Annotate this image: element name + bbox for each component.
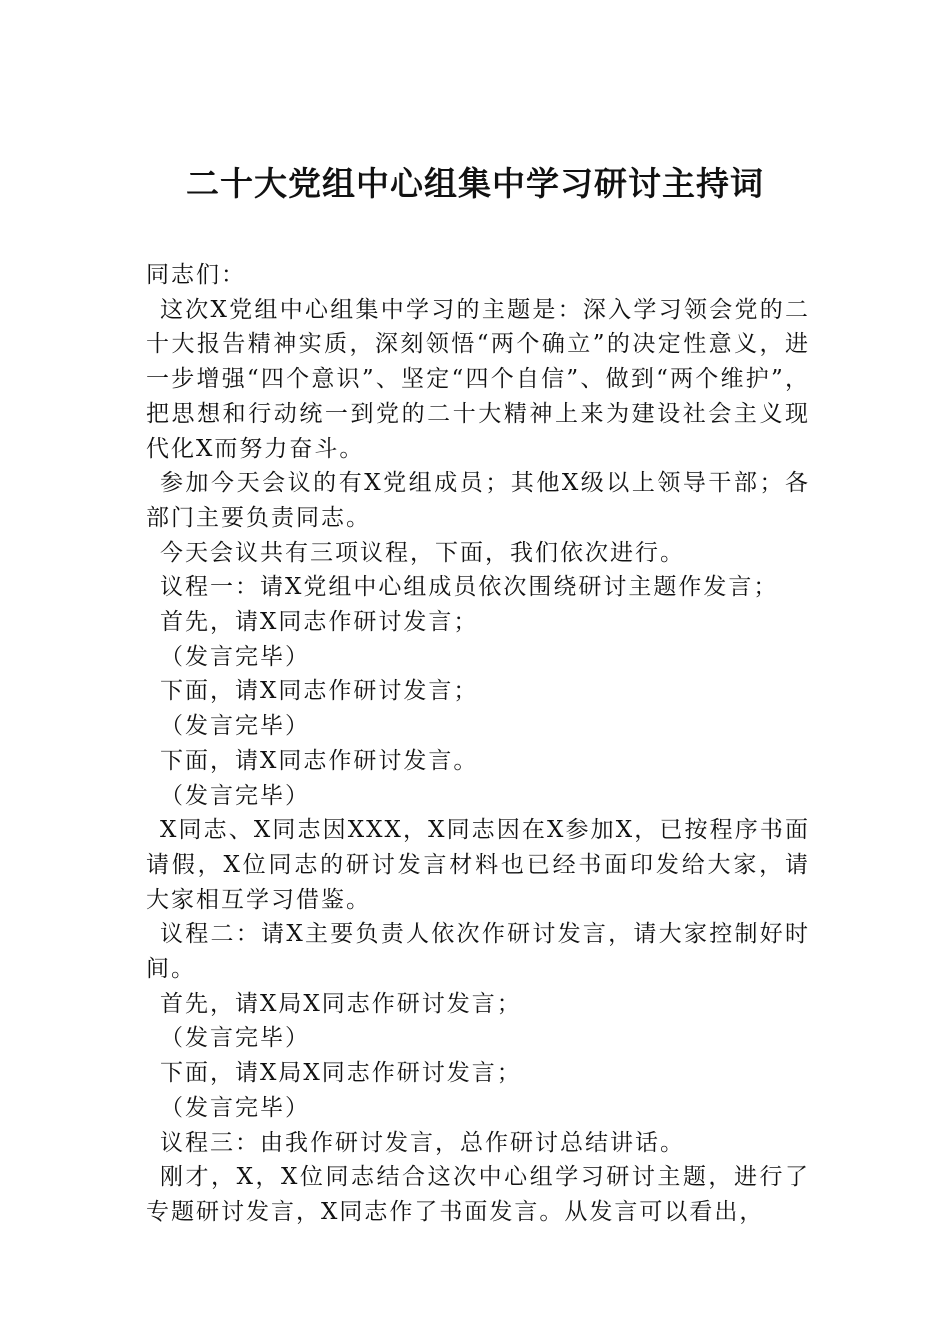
paragraph-speech-done: （发言完毕） bbox=[160, 643, 310, 670]
paragraph-first-speaker: 首先，请X同志作研讨发言； bbox=[160, 609, 479, 636]
paragraph-agenda-three: 议程三：由我作研讨发言，总作研讨总结讲话。 bbox=[160, 1129, 685, 1156]
paragraph-next-speaker: 下面，请X同志作研讨发言； bbox=[160, 678, 479, 705]
paragraph-next-speaker: 下面，请X局X同志作研讨发言； bbox=[160, 1060, 522, 1087]
paragraph-summary: 刚才，X，X位同志结合这次中心组学习研讨主题，进行了专题研讨发言，X同志作了书面发言。从发言可以看出， bbox=[146, 1164, 810, 1225]
paragraph-theme: 这次X党组中心组集中学习的主题是：深入学习领会党的二十大报告精神实质，深刻领悟“两个确立”的决定性意义，进一步增强“四个意识”、坚定“四个自信”、做到“两个维护”，把思想和行动统一到党的二十大精神上来为建设社会主义现代化X而努力奋斗。 bbox=[146, 296, 810, 462]
paragraph-speech-done: （发言完毕） bbox=[160, 782, 310, 809]
paragraph-attendees: 参加今天会议的有X党组成员；其他X级以上领导干部；各部门主要负责同志。 bbox=[146, 470, 810, 531]
paragraph-speech-done: （发言完毕） bbox=[160, 1094, 310, 1121]
paragraph-agenda-intro: 今天会议共有三项议程，下面，我们依次进行。 bbox=[160, 539, 685, 566]
document-body bbox=[146, 258, 810, 1230]
greeting: 同志们： bbox=[146, 262, 246, 288]
paragraph-agenda-two: 议程二：请X主要负责人依次作研讨发言，请大家控制好时间。 bbox=[146, 921, 810, 983]
paragraph-speech-done: （发言完毕） bbox=[160, 713, 310, 740]
paragraph-agenda-one: 议程一：请X党组中心组成员依次围绕研讨主题作发言； bbox=[160, 574, 779, 601]
paragraph-leave-note: X同志、X同志因XXX，X同志因在X参加X，已按程序书面请假，X位同志的研讨发言材料也已经书面印发给大家，请大家相互学习借鉴。 bbox=[146, 817, 810, 913]
paragraph-speech-done: （发言完毕） bbox=[160, 1025, 310, 1052]
document-title: 二十大党组中心组集中学习研讨主持词 bbox=[186, 164, 764, 203]
paragraph-first-speaker: 首先，请X局X同志作研讨发言； bbox=[160, 990, 522, 1017]
paragraph-next-speaker: 下面，请X同志作研讨发言。 bbox=[160, 747, 479, 774]
